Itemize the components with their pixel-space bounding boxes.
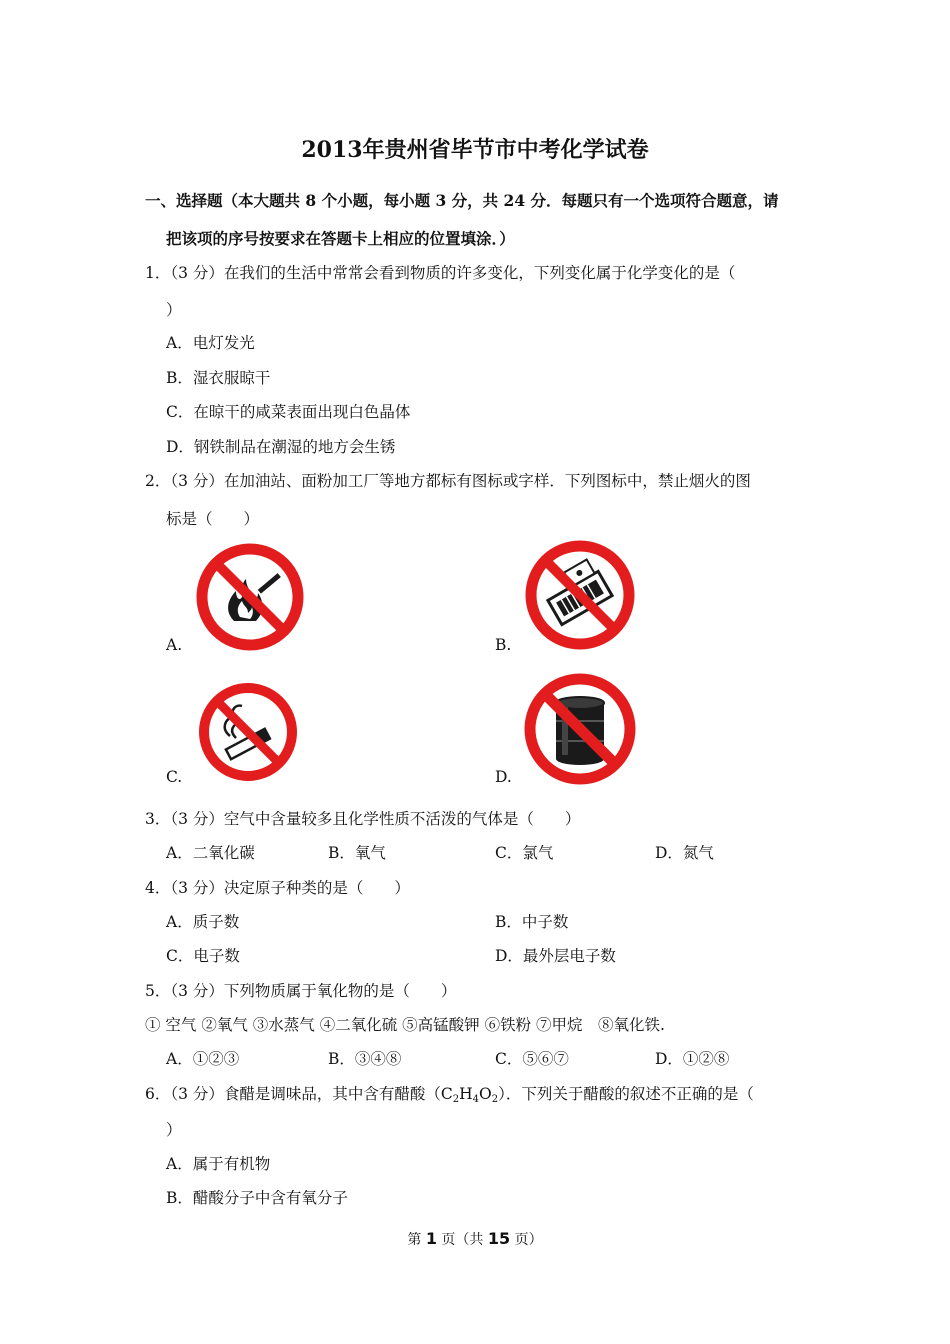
q2-stem: 2．（3 分）在加油站、面粉加工厂等地方都标有图标或字样．下列图标中，禁止烟火的图: [145, 472, 751, 490]
q2-option-c: C.: [166, 768, 183, 786]
q4-option-b: B．中子数: [495, 913, 569, 931]
q2-option-b: B.: [495, 636, 512, 654]
no-fire-icon: [194, 541, 306, 653]
q5-option-b: B．③④⑧: [328, 1050, 402, 1068]
q1-stem: 1．（3 分）在我们的生活中常常会看到物质的许多变化，下列变化属于化学变化的是（: [145, 264, 736, 282]
q4-option-a: A．质子数: [166, 913, 240, 931]
section-heading-line2: 把该项的序号按要求在答题卡上相应的位置填涂．）: [166, 229, 515, 248]
section-heading-line1: 一、选择题（本大题共 8 个小题，每小题 3 分，共 24 分．每题只有一个选项符合题意，请: [145, 191, 779, 210]
q5-substance-list: ① 空气 ②氧气 ③水蒸气 ④二氧化硫 ⑤高锰酸钾 ⑥铁粉 ⑦甲烷 ⑧氧化铁.: [145, 1016, 665, 1034]
q3-option-b: B．氧气: [328, 844, 386, 862]
q1-stem-end: ）: [166, 301, 182, 319]
page-footer: 第 1 页（共 15 页）: [407, 1229, 543, 1248]
q4-option-d: D．最外层电子数: [495, 947, 616, 965]
q3-option-c: C．氯气: [495, 844, 554, 862]
q1-option-b: B．湿衣服晾干: [166, 369, 271, 387]
page-title: 2013年贵州省毕节市中考化学试卷: [301, 137, 649, 163]
no-oil-drum-icon: [522, 671, 638, 787]
q3-option-d: D．氮气: [655, 844, 714, 862]
q1-option-d: D．钢铁制品在潮湿的地方会生锈: [166, 438, 396, 456]
q6-option-a: A．属于有机物: [166, 1155, 271, 1173]
q1-option-c: C．在晾干的咸菜表面出现白色晶体: [166, 403, 411, 421]
q1-option-a: A．电灯发光: [166, 334, 255, 352]
q2-option-a: A.: [166, 636, 183, 654]
page-number: 1: [425, 1229, 437, 1248]
q5-option-c: C．⑤⑥⑦: [495, 1050, 569, 1068]
q6-stem-end: ）: [166, 1121, 182, 1139]
q4-stem: 4．（3 分）决定原子种类的是（ ）: [145, 879, 410, 897]
q3-option-a: A．二氧化碳: [166, 844, 255, 862]
q3-stem: 3．（3 分）空气中含量较多且化学性质不活泼的气体是（ ）: [145, 810, 581, 828]
q2-option-d: D.: [495, 768, 512, 786]
q4-option-c: C．电子数: [166, 947, 240, 965]
q6-option-b: B．醋酸分子中含有氧分子: [166, 1189, 348, 1207]
q6-stem: 6．（3 分）食醋是调味品，其中含有醋酸$(C_2H_4O_2)$．下列关于醋酸的叙述不正确的是（: [145, 1085, 754, 1105]
q5-option-a: A．①②③: [166, 1050, 240, 1068]
no-smoking-icon: [196, 680, 300, 784]
no-matches-icon: [523, 538, 637, 652]
q5-stem: 5．（3 分）下列物质属于氧化物的是（ ）: [145, 982, 457, 1000]
total-pages: 15: [487, 1229, 511, 1248]
q5-option-d: D．①②⑧: [655, 1050, 730, 1068]
q2-stem-end: 标是（ ）: [166, 510, 260, 528]
